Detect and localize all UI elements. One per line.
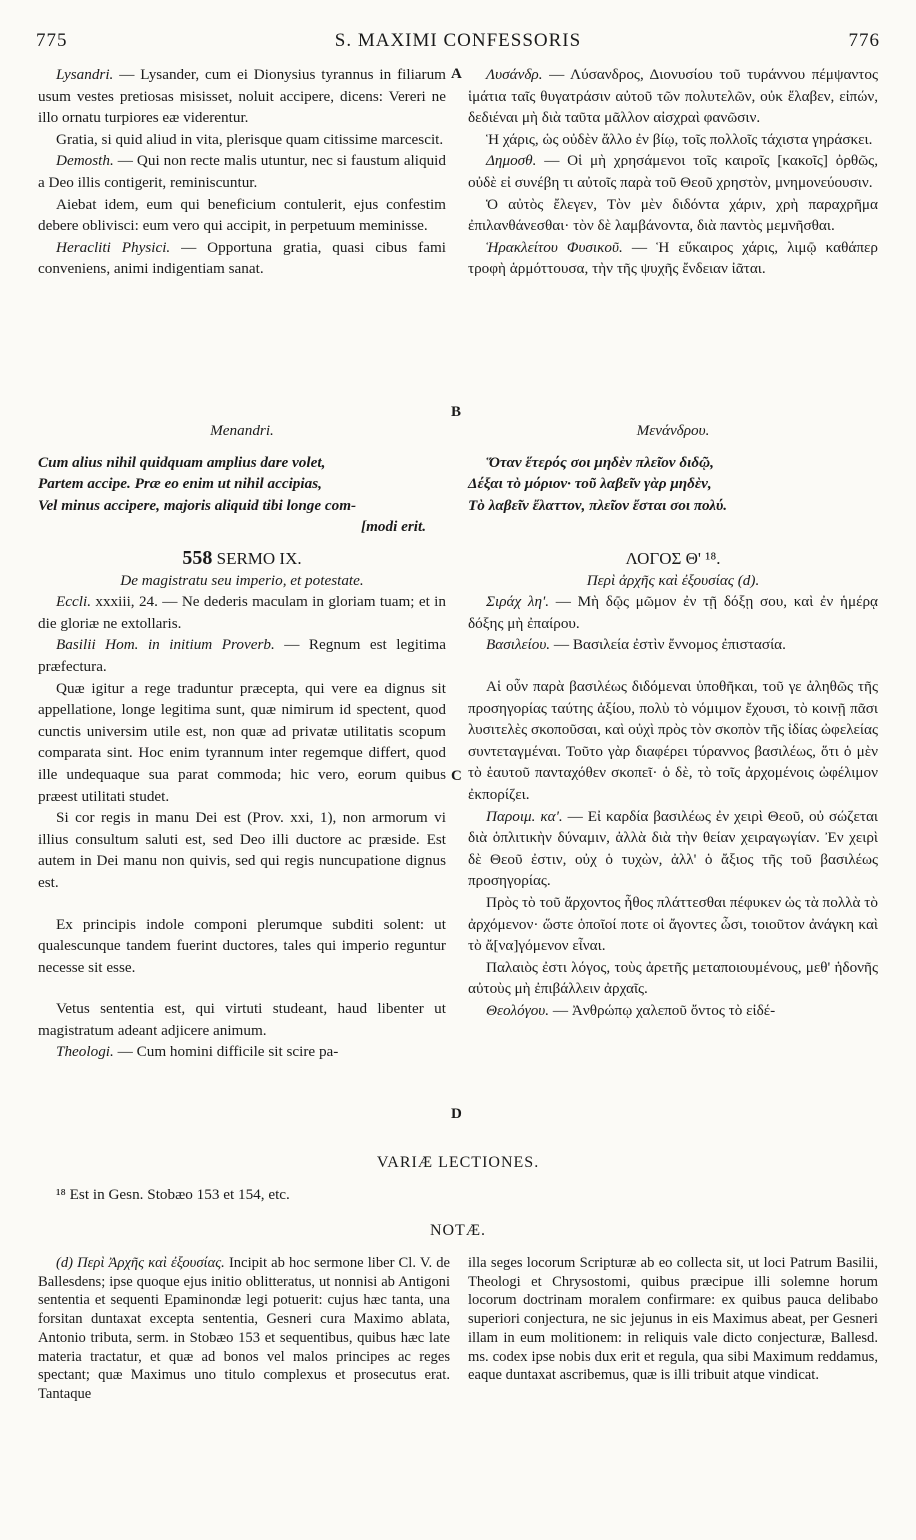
source-label: Σιράχ λη'. (486, 593, 550, 611)
greek-ho-autos: Ὁ αὐτὸς ἔλεγεν, Τὸν μὲν διδόντα χάριν, χρὴ παραχρῆμα ἐπιλανθάνεσθαι· τὸν δὲ λαμβάνοντα, διὰ παντὸς μεμνῆσθαι. (468, 195, 878, 235)
text: — Βασιλεία ἐστὶν ἔννομος ἐπιστασία. (550, 636, 786, 654)
source-label: Θεολόγου. (486, 1001, 550, 1019)
text: — Εἰ καρδία βασιλέως ἐν χειρὶ Θεοῦ, οὐ σώζεται διὰ ὁπλιτικὴν δύναμιν, ἀλλὰ διὰ τὴν θείαν χειραγωγίαν. Ἐν χειρὶ δὲ Θεοῦ ἐστιν, οὐχ ὁ τυχὼν, ἀλλ' ὁ ἄξιος τῆς τοῦ βασιλέως προσηγορίας. (468, 807, 878, 890)
text: — Ἀνθρώπῳ χαλεποῦ ὄντος τὸ εἰδέ- (549, 1001, 776, 1019)
poem-line: Vel minus accipere, majoris aliquid tibi longe com- (38, 496, 357, 514)
greek-demosth (468, 150, 878, 193)
poem-line: Δέξαι τὸ μόριον· τοῦ λαβεῖν γὰρ μηδὲν, (468, 475, 712, 493)
latin-heracliti (38, 237, 446, 280)
text: — Regnum est legitima præfectura. (38, 636, 446, 675)
source-label: Basilii Hom. in initium Proverb. (56, 636, 275, 654)
notae-left (38, 1254, 450, 1404)
latin-gratia: Gratia, si quid aliud in vita, plerisque quam citissime marcescit. (56, 130, 444, 148)
notae-right (468, 1254, 878, 1385)
running-header (36, 30, 880, 54)
poem-line: Cum alius nihil quidquam amplius dare volet, (38, 453, 326, 471)
text: — Opportuna gratia, quasi cibus fami conveniens, animi indigentiam sanat. (38, 238, 446, 278)
greek-charis: Ἡ χάρις, ὡς οὐδὲν ἄλλο ἐν βίῳ, τοῖς πολλοῖς τάχιστα γηράσκει. (486, 130, 873, 148)
latin-basilii (38, 634, 446, 677)
source-label: Παροιμ. κα'. (486, 807, 563, 825)
margin-letter-c: C (451, 768, 462, 784)
text: — Λύσανδρος, Διονυσίου τοῦ τυράννου πέμψαντος ἱμάτια ταῖς θυγατράσιν αὐτοῦ τῶν πολυτελῶν, οὐκ ἔλαβεν, εἰπών, δεδιέναι μὴ διὰ ταῦτα μᾶλλον αἰσχραὶ φανῶσιν. (468, 66, 878, 127)
poem-line: Ὅταν ἕτερός σοι μηδὲν πλεῖον διδῷ, (486, 453, 714, 471)
source-label: Lysandri. (56, 66, 114, 83)
logos-title: ΛΟΓΟΣ Θ' ¹⁸. (625, 549, 721, 568)
greek-hai-oun: Αἱ οὖν παρὰ βασιλέως διδόμεναι ὑποθῆκαι, τοῦ γε ἀληθῶς τῆς προσηγορίας ταύτης ἀξίου, πολὺ τὸ νόμιμον ἔχουσι, τὸ κοινῇ πᾶσι λυσιτελὲς σκοποῦσαι, καὶ οὐχὶ πρὸς τὸν σκοπὸν τῆς ἰδίας ὠφελείας συντεταγμέναι. Τοῦτο γὰρ διαφέρει τύραννος βασιλέως, ὅτι ὁ μὲν τὸ ἑαυτοῦ πανταχόθεν σκοπεῖ· ὁ δὲ, τὸ τοῖς ἀρχομένοις ὠφέλιμον ἐκπορίζει. (468, 677, 878, 803)
source-label: Demosth. (56, 152, 114, 170)
note-continuation: illa seges locorum Scripturæ ab eo collecta sit, ut loci Patrum Basilii, Theologi et Chrysostomi, quibus præcipue illi solemne horum locorum doctrinam moralem confirmare: ex quibus pauca delibabo superiori conjectura, ne sic jejunus in eis Maximus abeat, per Gesneri illam in eum molitionem: in reliquis vale dicto conjecturæ, Ballesd. ms. codex ipse nobis dux erit et regula, qua sibi Maximum reddamus, eaque duntaxat ascribemus, quæ is illi tribuit atque vindicat. (468, 1255, 878, 1384)
menander-title-greek: Μενάνδρου. (636, 422, 710, 439)
source-label: Eccli. (56, 593, 91, 611)
greek-top-block (468, 64, 878, 280)
text: — Lysander, cum ei Dionysius tyrannus in filiarum usum vestes pretiosas misisset, noluit accipere, dicens: Vereri ne illo ornatu turpiores eæ viderentur. (38, 66, 446, 127)
poem-line: Τὸ λαβεῖν ἔλαττον, πλεῖον ἔσται σοι πολύ. (468, 496, 728, 514)
note-text: Incipit ab hoc sermone liber Cl. V. de Ballesdens; ipse quoque ejus initio oblitteratus, ut nonnisi ab Antigoni sententia et sequenti Epaminondæ legi potuerit: cujus hæc tanta, una forsitan duntaxat excepta sententia, Gesneri cura Maximo ablata, Antonio tributa, serm. in Stobæo 153 et sequentibus, quibus hæc late materia tractatur, et quæ ad bonos vel malos principes ac reges spectant; quæ Maximus uno titulo complexus et prosecutus erat. Tantaque (38, 1255, 450, 1402)
greek-pros-to: Πρὸς τὸ τοῦ ἄρχοντος ἦθος πλάττεσθαι πέφυκεν ὡς τὰ πολλὰ τὸ ἀρχόμενον· ὥστε ὁποῖοί ποτε οἱ ἄγοντες ὦσι, τοιοῦτον ἀνάγκη καὶ τὸ ἄ[να]γόμενον εἶναι. (468, 893, 878, 955)
source-label: Λυσάνδρ. (486, 66, 543, 83)
margin-letter-a: A (451, 66, 462, 82)
note-d (38, 1254, 450, 1404)
greek-paroim (468, 806, 878, 892)
greek-sirach (468, 591, 878, 634)
text: — Ἡ εὔκαιρος χάρις, λιμῷ καθάπερ τροφὴ ἁρμόττουσα, τὴν τῆς ψυχῆς ἔνδειαν ἰᾶται. (468, 238, 878, 278)
text: — Qui non recte malis utuntur, nec si faustum aliquid a Deo illis contigerit, reminiscuntur. (38, 152, 446, 191)
latin-theologi (38, 1041, 446, 1063)
greek-theologou (468, 1000, 878, 1022)
latin-ex-principis: Ex principis indole componi plerumque subditi solent: ut qualescunque tandem fuerint ductores, tales qui imperio reguntur necesse sit esse. (38, 915, 446, 976)
source-label: Theologi. (56, 1043, 114, 1061)
poem-line: Partem accipe. Præ eo enim ut nihil accipias, (38, 475, 322, 493)
latin-lysander (38, 64, 446, 129)
variae-heading: VARIÆ LECTIONES. (376, 1154, 540, 1171)
greek-palaios: Παλαιὸς ἐστι λόγος, τοὺς ἀρετῆς μεταποιουμένους, μεθ' ἡδονῆς αὐτοὺς μὴ ἐπιβάλλειν ἀρχαῖς. (468, 958, 878, 998)
page-number-left: 775 (36, 30, 68, 51)
page-number-right: 776 (848, 30, 880, 51)
text: — Cum homini difficile sit scire pa- (113, 1043, 339, 1061)
greek-basileiou (468, 634, 878, 656)
latin-aiebat: Aiebat idem, eum qui beneficium contulerit, ejus confestim debere oblivisci: eum vero qui accipit, in perpetuum meminisse. (38, 195, 446, 235)
greek-logos-block (468, 548, 878, 1021)
margin-letter-b: B (451, 404, 462, 420)
poem-line: [modi erit. (361, 518, 426, 536)
greek-menander-block (468, 420, 878, 516)
source-label: Ἡρακλείτου Φυσικοῦ. (486, 238, 623, 256)
source-label: Δημοσθ. (486, 152, 537, 170)
running-title: S. MAXIMI CONFESSORIS (334, 30, 582, 51)
greek-herakleitou (468, 237, 878, 280)
latin-menander-block (38, 420, 446, 538)
text: — Μὴ δῷς μῶμον ἐν τῇ δόξῃ σου, καὶ ἐν ἡμέρᾳ δόξης μὴ ἐπαίρου. (468, 593, 878, 632)
logos-subtitle: Περὶ ἀρχῆς καὶ ἐξουσίας (d). (586, 571, 760, 589)
latin-si-cor: Si cor regis in manu Dei est (Prov. xxi, 1), non armorum vi illius consultum saluti est, sed Deo illi ductore ac præside. Est autem in Dei manu non quivis, sed qui regis nuncupatione dignus est. (38, 809, 446, 891)
margin-letter-d: D (451, 1106, 462, 1122)
text: — Οἱ μὴ χρησάμενοι τοῖς καιροῖς [κακοῖς] ὀρθῶς, οὐδὲ εἰ συνέβη τι αὐτοῖς παρὰ τοῦ Θεοῦ χρηστὸν, μνημονεύουσιν. (468, 152, 878, 191)
latin-quae-igitur: Quæ igitur a rege traduntur præcepta, qui vere ea dignus sit appellatione, longe legitima sunt, quæ nimirum id spectent, quod cunctis universim utile est, non quæ ad privatæ utilitatis scopum comparata sint. Hoc enim tyrannum inter regemque differt, quod ille undequaque sua parat commoda; hic vero, eorum quibus præest utilitati studet. (38, 679, 446, 805)
latin-top-block (38, 64, 446, 280)
text: xxxiii, 24. — Ne dederis maculam in gloriam tuam; et in die gloriæ ne extollaris. (38, 593, 446, 632)
sermo-label: SERMO IX. (212, 549, 302, 568)
source-label: Βασιλείου. (486, 636, 551, 654)
sermo-subtitle: De magistratu seu imperio, et potestate. (120, 571, 364, 589)
menander-title: Menandri. (210, 422, 274, 439)
sermo-number: 558 (182, 547, 213, 569)
variae-note: ¹⁸ Est in Gesn. Stobæo 153 et 154, etc. (56, 1186, 290, 1203)
note-label: (d) Περὶ Ἀρχῆς καὶ ἐξουσίας. (56, 1255, 225, 1271)
source-label: Heracliti Physici. (56, 238, 171, 256)
latin-vetus: Vetus sententia est, qui virtuti studeant, haud libenter ut magistratum adeant adjicere animum. (38, 1000, 446, 1039)
notae-heading: NOTÆ. (429, 1222, 487, 1239)
latin-eccli (38, 591, 446, 634)
sermo-title (38, 548, 446, 570)
latin-sermo-block (38, 548, 446, 1063)
latin-demosth (38, 150, 446, 193)
greek-lysander (468, 64, 878, 129)
